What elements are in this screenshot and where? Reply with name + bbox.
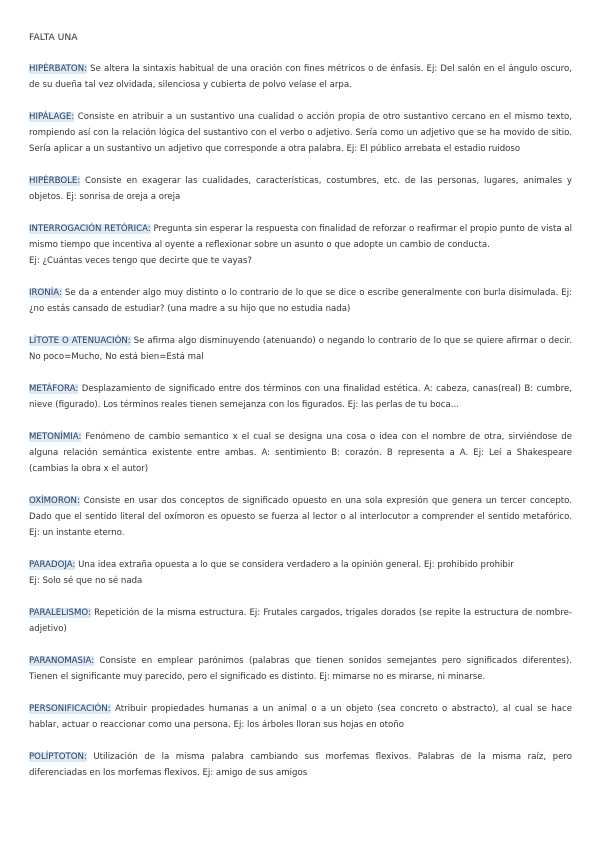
term-label: HIPÉRBATON: — [29, 64, 88, 74]
term-label: OXÍMORON: — [29, 496, 80, 506]
entry-oximoron — [29, 493, 572, 541]
term-label: PARANOMASIA: — [29, 656, 95, 666]
entry-paranomasia — [29, 653, 572, 685]
term-label: LÍTOTE O ATENUACIÓN: — [29, 336, 131, 346]
entry-paralelismo — [29, 605, 572, 637]
entry-ironia — [29, 285, 572, 317]
definition-text: Fenómeno de cambio semantico x el cual se designa una cosa o idea con el nombre de otra, sirviéndose de alguna relación semántica existente entre ambas. A: sentimiento B: corazón. B representa a A. Ej: Leí a Shakespeare (cambias la obra x el autor) — [29, 432, 572, 474]
term-label: METÁFORA: — [29, 384, 79, 394]
entry-personificacion — [29, 701, 572, 733]
term-label: PARADOJA: — [29, 560, 76, 570]
definition-text: Utilización de la misma palabra cambiando sus morfemas flexivos. Palabras de la misma raíz, pero diferenciadas en los morfemas flexivos. Ej: amigo de sus amigos — [29, 752, 572, 778]
definition-text: Se da a entender algo muy distinto o lo contrario de lo que se dice o escribe generalmente con burla disimulada. Ej: ¿no estás cansado de estudiar? (una madre a su hijo que no estudia nada) — [29, 288, 572, 314]
entry-hipalage — [29, 109, 572, 157]
definition-text: Desplazamiento de significado entre dos términos con una finalidad estética. A: cabeza, canas(real) B: cumbre, nieve (figurado). Los términos reales tienen semejanza con los figurados. Ej: las perlas de tu boca... — [29, 384, 572, 410]
term-label: POLÍPTOTON: — [29, 752, 87, 762]
entry-metonimia — [29, 429, 572, 477]
definition-text: Se afirma algo disminuyendo (atenuando) o negando lo contrario de lo que se quiere afirmar o decir. No poco=Mucho, No está bien=Está mal — [29, 336, 572, 362]
term-label: PARALELISMO: — [29, 608, 91, 618]
definition-example: Ej: ¿Cuántas veces tengo que decirte que te vayas? — [29, 256, 252, 266]
entry-metafora — [29, 381, 572, 413]
definition-text: Atribuir propiedades humanas a un animal o a un objeto (sea concreto o abstracto), al cual se hace hablar, actuar o reaccionar como una persona. Ej: los árboles lloran sus hojas en otoño — [29, 704, 572, 730]
term-label: HIPÉRBOLE: — [29, 176, 81, 186]
definition-text: Pregunta sin esperar la respuesta con finalidad de reforzar o reafirmar el propio punto de vista al mismo tiempo que incentiva al oyente a reflexionar sobre un asunto o que adopte un cambio de conducta. — [29, 224, 572, 250]
term-label: HIPÁLAGE: — [29, 112, 75, 122]
definition-text: Consiste en atribuir a un sustantivo una cualidad o acción propia de otro sustantivo cercano en el mismo texto, rompiendo así con la relación lógica del sustantivo con el verbo o adjetivo. Sería como un adjetivo que se ha movido de sitio. Sería aplicar a un sustantivo un adjetivo que corresponde a otra palabra. Ej: El público arrebata el estadio ruidoso — [29, 112, 572, 154]
definition-example: Ej: Solo sé que no sé nada — [29, 576, 143, 586]
term-label: PERSONIFICACIÓN: — [29, 704, 111, 714]
definition-text: Repetición de la misma estructura. Ej: Frutales cargados, trigales dorados (se repite la estructura de nombre-adjetivo) — [29, 608, 572, 634]
definition-text: Se altera la sintaxis habitual de una oración con fines métricos o de énfasis. Ej: Del salón en el ángulo oscuro, de su dueña tal vez olvidada, silenciosa y cubierta de polvo veíase el arpa. — [29, 64, 572, 90]
term-label: INTERROGACIÓN RETÓRICA: — [29, 224, 151, 234]
page-title: FALTA UNA — [29, 32, 78, 43]
term-label: METONÍMIA: — [29, 432, 82, 442]
entry-poliptoton — [29, 749, 572, 781]
entry-hiperbaton — [29, 61, 572, 93]
term-label: IRONÍA: — [29, 288, 62, 298]
entry-interrogacion-retorica — [29, 221, 572, 269]
entry-litote — [29, 333, 572, 365]
entry-paradoja — [29, 557, 572, 589]
definition-text: Una idea extraña opuesta a lo que se considera verdadero a la opinión general. Ej: prohibido prohibir — [75, 560, 514, 570]
entry-hiperbole — [29, 173, 572, 205]
definition-text: Consiste en usar dos conceptos de significado opuesto en una sola expresión que genera un tercer concepto. Dado que el sentido literal del oxímoron es opuesto se fuerza al lector o al interlocutor a comprender el sentido metafórico. Ej: un instante eterno. — [29, 496, 572, 538]
definition-text: Consiste en exagerar las cualidades, características, costumbres, etc. de las personas, lugares, animales y objetos. Ej: sonrisa de oreja a oreja — [29, 176, 572, 202]
definition-text: Consiste en emplear parónimos (palabras que tienen sonidos semejantes pero significados diferentes). Tienen el significante muy parecido, pero el significado es distinto. Ej: mimarse no es mirarse, ni minarse. — [29, 656, 572, 682]
